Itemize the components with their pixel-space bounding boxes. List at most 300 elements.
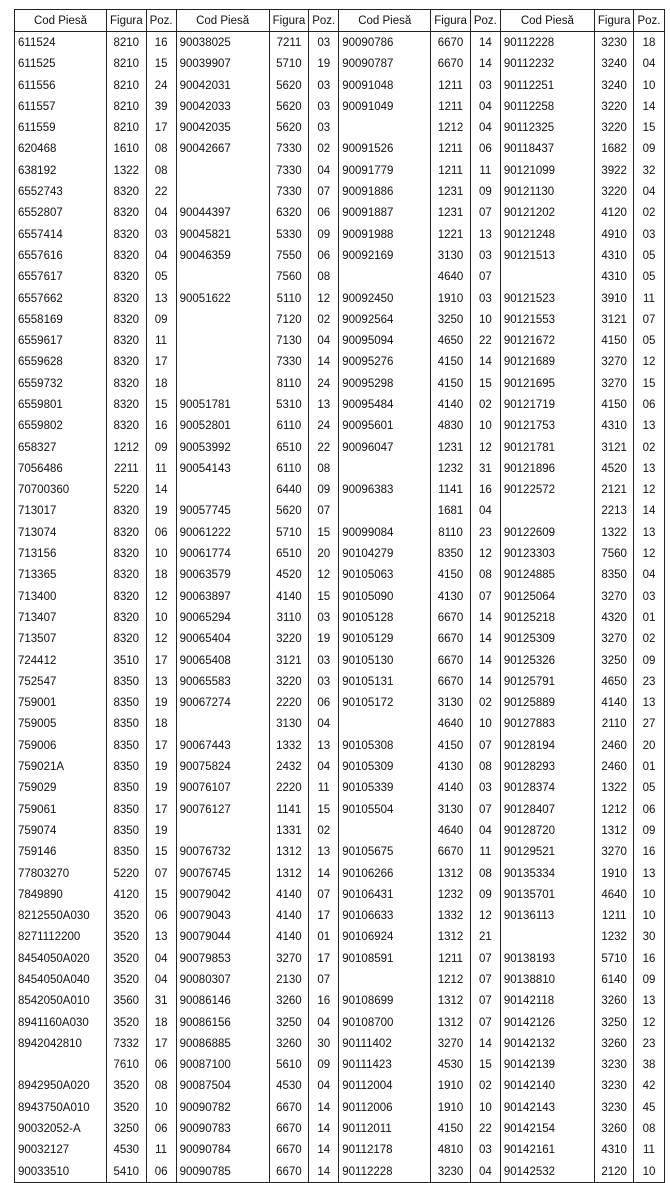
cell-figura: 4810 (431, 1140, 471, 1161)
cell-poz: 10 (470, 1097, 500, 1118)
cell-figura: 3520 (107, 1076, 147, 1097)
table-row (15, 437, 665, 458)
cell-figura: 8350 (107, 842, 147, 863)
cell-figura: 3220 (269, 629, 309, 650)
cell-figura: 2211 (107, 458, 147, 479)
cell-cod-piesa: 658327 (15, 437, 107, 458)
cell-cod-piesa: 90065583 (176, 671, 269, 692)
cell-poz: 13 (309, 842, 339, 863)
cell-figura: 8350 (107, 693, 147, 714)
cell-figura: 4120 (594, 203, 634, 224)
cell-cod-piesa: 8212550A030 (15, 905, 107, 926)
cell-figura: 4530 (107, 1140, 147, 1161)
cell-figura: 8350 (107, 671, 147, 692)
cell-figura: 8210 (107, 75, 147, 96)
cell-poz: 07 (470, 1012, 500, 1033)
cell-cod-piesa: 90052801 (176, 416, 269, 437)
cell-cod-piesa: 90090782 (176, 1097, 269, 1118)
header-poz: Poz. (146, 10, 176, 32)
cell-poz: 01 (634, 756, 664, 777)
cell-poz: 02 (634, 629, 664, 650)
cell-poz: 03 (309, 607, 339, 628)
cell-figura: 5710 (594, 948, 634, 969)
cell-figura: 4120 (107, 884, 147, 905)
cell-figura: 5620 (269, 75, 309, 96)
table-row (15, 799, 665, 820)
cell-figura: 2213 (594, 501, 634, 522)
cell-figura: 4140 (269, 927, 309, 948)
cell-figura: 1141 (431, 480, 471, 501)
cell-figura: 1212 (431, 969, 471, 990)
header-cod-piesa: Cod Piesă (176, 10, 269, 32)
cell-figura: 3260 (269, 991, 309, 1012)
cell-cod-piesa: 7056486 (15, 458, 107, 479)
cell-figura: 4530 (431, 1055, 471, 1076)
cell-cod-piesa: 90095094 (339, 330, 431, 351)
cell-figura: 3110 (269, 607, 309, 628)
header-cod-piesa: Cod Piesă (15, 10, 107, 32)
cell-cod-piesa: 90112178 (339, 1140, 431, 1161)
cell-poz: 12 (146, 586, 176, 607)
cell-figura: 4150 (431, 565, 471, 586)
cell-figura: 8350 (107, 799, 147, 820)
cell-figura: 4640 (431, 267, 471, 288)
cell-cod-piesa: 90135334 (500, 863, 594, 884)
cell-figura: 8350 (107, 714, 147, 735)
cell-figura: 4310 (594, 1140, 634, 1161)
cell-cod-piesa: 90086156 (176, 1012, 269, 1033)
cell-poz: 09 (634, 820, 664, 841)
cell-poz: 06 (470, 139, 500, 160)
cell-poz: 04 (309, 714, 339, 735)
cell-cod-piesa: 638192 (15, 160, 107, 181)
cell-poz: 09 (470, 181, 500, 202)
cell-poz: 07 (470, 203, 500, 224)
cell-poz: 38 (634, 1055, 664, 1076)
cell-poz: 02 (634, 437, 664, 458)
table-row (15, 565, 665, 586)
cell-poz: 13 (634, 863, 664, 884)
cell-figura: 5620 (269, 96, 309, 117)
cell-cod-piesa: 7849890 (15, 884, 107, 905)
cell-figura: 1322 (107, 160, 147, 181)
cell-figura: 7560 (594, 543, 634, 564)
cell-figura: 3130 (269, 714, 309, 735)
cell-cod-piesa: 90086146 (176, 991, 269, 1012)
cell-figura: 1910 (431, 1076, 471, 1097)
cell-figura: 3121 (269, 650, 309, 671)
table-row (15, 756, 665, 777)
cell-figura: 1231 (431, 437, 471, 458)
cell-cod-piesa: 90076745 (176, 863, 269, 884)
cell-figura: 4520 (269, 565, 309, 586)
cell-cod-piesa: 90090783 (176, 1118, 269, 1139)
cell-poz: 23 (634, 1033, 664, 1054)
cell-figura: 1682 (594, 139, 634, 160)
cell-poz: 11 (309, 778, 339, 799)
cell-poz: 13 (634, 416, 664, 437)
cell-cod-piesa: 8941160A030 (15, 1012, 107, 1033)
cell-figura: 4530 (269, 1076, 309, 1097)
cell-poz: 11 (146, 1140, 176, 1161)
cell-cod-piesa: 8942950A020 (15, 1076, 107, 1097)
cell-poz: 04 (309, 1012, 339, 1033)
cell-cod-piesa: 90128293 (500, 756, 594, 777)
cell-cod-piesa: 90138810 (500, 969, 594, 990)
cell-poz: 13 (146, 927, 176, 948)
cell-poz: 19 (146, 820, 176, 841)
cell-poz: 20 (309, 543, 339, 564)
cell-poz: 24 (146, 75, 176, 96)
cell-poz: 07 (470, 586, 500, 607)
cell-poz: 06 (146, 1118, 176, 1139)
cell-cod-piesa: 6552743 (15, 181, 107, 202)
cell-cod-piesa: 90051622 (176, 288, 269, 309)
cell-poz: 04 (146, 245, 176, 266)
cell-cod-piesa: 90108700 (339, 1012, 431, 1033)
cell-poz: 15 (470, 373, 500, 394)
table-row (15, 863, 665, 884)
cell-poz: 12 (634, 352, 664, 373)
cell-figura: 5710 (269, 522, 309, 543)
cell-cod-piesa: 90121202 (500, 203, 594, 224)
cell-poz: 04 (634, 181, 664, 202)
cell-figura: 4150 (594, 394, 634, 415)
cell-cod-piesa: 8943750A010 (15, 1097, 107, 1118)
cell-poz: 03 (634, 224, 664, 245)
cell-cod-piesa: 90123303 (500, 543, 594, 564)
cell-poz: 17 (309, 948, 339, 969)
cell-poz: 06 (146, 1161, 176, 1183)
cell-poz: 13 (634, 458, 664, 479)
cell-poz: 02 (309, 139, 339, 160)
cell-poz: 30 (634, 927, 664, 948)
cell-poz: 12 (634, 1012, 664, 1033)
cell-poz: 06 (146, 905, 176, 926)
cell-figura: 8210 (107, 32, 147, 54)
cell-figura: 1232 (431, 458, 471, 479)
cell-figura: 2460 (594, 756, 634, 777)
cell-figura: 1211 (431, 139, 471, 160)
cell-cod-piesa: 90051781 (176, 394, 269, 415)
cell-figura: 8320 (107, 607, 147, 628)
cell-poz: 12 (470, 905, 500, 926)
cell-cod-piesa: 611556 (15, 75, 107, 96)
cell-poz: 18 (146, 714, 176, 735)
cell-cod-piesa: 759021A (15, 756, 107, 777)
cell-cod-piesa: 90092169 (339, 245, 431, 266)
cell-cod-piesa: 90091988 (339, 224, 431, 245)
cell-cod-piesa: 6559628 (15, 352, 107, 373)
cell-cod-piesa: 713156 (15, 543, 107, 564)
cell-cod-piesa: 90079853 (176, 948, 269, 969)
cell-figura: 4520 (594, 458, 634, 479)
cell-cod-piesa (176, 330, 269, 351)
cell-poz: 03 (634, 586, 664, 607)
cell-cod-piesa: 90111402 (339, 1033, 431, 1054)
cell-cod-piesa: 90125326 (500, 650, 594, 671)
cell-figura: 3220 (594, 181, 634, 202)
cell-figura: 6140 (594, 969, 634, 990)
cell-figura: 3250 (107, 1118, 147, 1139)
cell-cod-piesa: 90105339 (339, 778, 431, 799)
cell-cod-piesa: 90124885 (500, 565, 594, 586)
cell-figura: 7560 (269, 267, 309, 288)
cell-poz: 12 (309, 288, 339, 309)
table-row (15, 969, 665, 990)
cell-figura: 4150 (594, 330, 634, 351)
cell-figura: 3250 (269, 1012, 309, 1033)
cell-figura: 1312 (594, 820, 634, 841)
cell-cod-piesa: 6557617 (15, 267, 107, 288)
cell-poz: 19 (146, 693, 176, 714)
cell-figura: 4650 (431, 330, 471, 351)
cell-cod-piesa: 90106266 (339, 863, 431, 884)
cell-cod-piesa: 90086885 (176, 1033, 269, 1054)
cell-figura: 3250 (594, 1012, 634, 1033)
cell-cod-piesa: 90096383 (339, 480, 431, 501)
cell-figura: 6440 (269, 480, 309, 501)
cell-poz: 05 (634, 330, 664, 351)
cell-poz: 12 (634, 543, 664, 564)
cell-cod-piesa: 90112232 (500, 54, 594, 75)
cell-poz: 15 (146, 394, 176, 415)
cell-figura: 3260 (594, 991, 634, 1012)
cell-cod-piesa (500, 267, 594, 288)
cell-poz: 02 (309, 309, 339, 330)
cell-figura: 4140 (594, 693, 634, 714)
table-row (15, 1033, 665, 1054)
cell-cod-piesa: 6557662 (15, 288, 107, 309)
cell-cod-piesa (500, 501, 594, 522)
cell-cod-piesa: 6559732 (15, 373, 107, 394)
cell-figura: 3270 (594, 352, 634, 373)
cell-figura: 3230 (594, 32, 634, 54)
cell-cod-piesa: 90095484 (339, 394, 431, 415)
cell-cod-piesa: 90121130 (500, 181, 594, 202)
cell-cod-piesa: 77803270 (15, 863, 107, 884)
cell-cod-piesa: 90112006 (339, 1097, 431, 1118)
cell-figura: 5710 (269, 54, 309, 75)
cell-cod-piesa: 90091887 (339, 203, 431, 224)
cell-figura: 3130 (431, 245, 471, 266)
cell-cod-piesa (176, 160, 269, 181)
cell-cod-piesa: 90063897 (176, 586, 269, 607)
cell-poz: 10 (146, 607, 176, 628)
cell-poz: 08 (146, 139, 176, 160)
cell-figura: 1211 (594, 905, 634, 926)
cell-cod-piesa: 90121672 (500, 330, 594, 351)
cell-figura: 4640 (431, 714, 471, 735)
table-row (15, 75, 665, 96)
header-figura: Figura (431, 10, 471, 32)
table-row (15, 1161, 665, 1183)
cell-poz: 07 (470, 735, 500, 756)
cell-poz: 06 (634, 394, 664, 415)
cell-poz: 07 (470, 799, 500, 820)
cell-figura: 3230 (594, 1055, 634, 1076)
cell-figura: 4310 (594, 245, 634, 266)
cell-figura: 3240 (594, 54, 634, 75)
cell-cod-piesa: 90112011 (339, 1118, 431, 1139)
cell-figura: 3510 (107, 650, 147, 671)
cell-cod-piesa: 90128374 (500, 778, 594, 799)
cell-poz: 07 (470, 267, 500, 288)
cell-figura: 1322 (594, 778, 634, 799)
cell-figura: 6670 (269, 1118, 309, 1139)
cell-poz: 22 (146, 181, 176, 202)
cell-cod-piesa: 90125218 (500, 607, 594, 628)
cell-figura: 4150 (431, 373, 471, 394)
table-row (15, 181, 665, 202)
cell-poz: 09 (309, 1055, 339, 1076)
cell-figura: 8320 (107, 309, 147, 330)
cell-poz: 08 (470, 756, 500, 777)
cell-cod-piesa: 90106633 (339, 905, 431, 926)
cell-poz: 11 (634, 288, 664, 309)
cell-poz: 03 (309, 117, 339, 138)
cell-poz: 19 (309, 54, 339, 75)
cell-cod-piesa: 6558169 (15, 309, 107, 330)
cell-poz: 08 (146, 1076, 176, 1097)
cell-cod-piesa: 90091886 (339, 181, 431, 202)
cell-cod-piesa: 713074 (15, 522, 107, 543)
cell-figura: 8320 (107, 586, 147, 607)
cell-cod-piesa: 713400 (15, 586, 107, 607)
cell-cod-piesa: 90112228 (339, 1161, 431, 1183)
cell-poz: 03 (146, 224, 176, 245)
cell-figura: 1322 (594, 522, 634, 543)
header-figura: Figura (107, 10, 147, 32)
cell-poz: 03 (309, 671, 339, 692)
cell-cod-piesa (176, 480, 269, 501)
cell-cod-piesa: 713365 (15, 565, 107, 586)
cell-cod-piesa: 90079043 (176, 905, 269, 926)
table-row (15, 267, 665, 288)
cell-cod-piesa (339, 117, 431, 138)
cell-poz: 10 (146, 1097, 176, 1118)
cell-cod-piesa: 90067443 (176, 735, 269, 756)
cell-figura: 1332 (431, 905, 471, 926)
cell-figura: 2460 (594, 735, 634, 756)
cell-figura: 8350 (107, 778, 147, 799)
cell-figura: 8320 (107, 288, 147, 309)
cell-cod-piesa: 6559802 (15, 416, 107, 437)
cell-cod-piesa: 90105129 (339, 629, 431, 650)
cell-cod-piesa: 90045821 (176, 224, 269, 245)
cell-poz: 03 (470, 245, 500, 266)
cell-poz: 08 (634, 1118, 664, 1139)
cell-cod-piesa (15, 1055, 107, 1076)
cell-figura: 6670 (431, 607, 471, 628)
cell-poz: 16 (634, 948, 664, 969)
cell-cod-piesa: 90127883 (500, 714, 594, 735)
cell-figura: 1141 (269, 799, 309, 820)
cell-figura: 8110 (431, 522, 471, 543)
cell-cod-piesa: 6557414 (15, 224, 107, 245)
cell-figura: 5220 (107, 480, 147, 501)
cell-figura: 3230 (594, 1076, 634, 1097)
cell-figura: 7610 (107, 1055, 147, 1076)
cell-figura: 1610 (107, 139, 147, 160)
cell-figura: 8320 (107, 629, 147, 650)
cell-cod-piesa (176, 309, 269, 330)
cell-cod-piesa: 90042035 (176, 117, 269, 138)
cell-figura: 4640 (431, 820, 471, 841)
cell-poz: 16 (309, 991, 339, 1012)
cell-figura: 3130 (431, 693, 471, 714)
cell-poz: 31 (470, 458, 500, 479)
table-row (15, 394, 665, 415)
cell-cod-piesa: 90105090 (339, 586, 431, 607)
cell-figura: 3260 (269, 1033, 309, 1054)
cell-poz: 21 (470, 927, 500, 948)
cell-figura: 4140 (269, 905, 309, 926)
table-row (15, 1118, 665, 1139)
cell-cod-piesa: 90065294 (176, 607, 269, 628)
cell-figura: 3560 (107, 991, 147, 1012)
cell-poz: 14 (309, 1140, 339, 1161)
cell-poz: 19 (146, 756, 176, 777)
cell-cod-piesa: 620468 (15, 139, 107, 160)
table-row (15, 1076, 665, 1097)
cell-figura: 1231 (431, 181, 471, 202)
cell-figura: 4140 (431, 394, 471, 415)
cell-figura: 3130 (431, 799, 471, 820)
cell-poz: 19 (309, 629, 339, 650)
cell-poz: 05 (634, 267, 664, 288)
cell-cod-piesa: 90065408 (176, 650, 269, 671)
cell-cod-piesa: 90032127 (15, 1140, 107, 1161)
cell-poz: 19 (146, 501, 176, 522)
cell-cod-piesa: 90128720 (500, 820, 594, 841)
cell-figura: 1212 (107, 437, 147, 458)
cell-cod-piesa: 90125791 (500, 671, 594, 692)
cell-figura: 6670 (431, 54, 471, 75)
cell-poz: 03 (309, 32, 339, 54)
cell-poz: 22 (470, 330, 500, 351)
cell-poz: 08 (309, 458, 339, 479)
cell-poz: 10 (470, 416, 500, 437)
cell-cod-piesa: 90112258 (500, 96, 594, 117)
cell-poz: 14 (470, 32, 500, 54)
cell-figura: 5310 (269, 394, 309, 415)
cell-cod-piesa: 90065404 (176, 629, 269, 650)
cell-poz: 05 (146, 267, 176, 288)
cell-cod-piesa: 90138193 (500, 948, 594, 969)
cell-figura: 1232 (594, 927, 634, 948)
cell-poz: 03 (470, 288, 500, 309)
cell-poz: 12 (470, 543, 500, 564)
header-figura: Figura (594, 10, 634, 32)
cell-poz: 31 (146, 991, 176, 1012)
cell-figura: 2220 (269, 778, 309, 799)
cell-poz: 04 (470, 501, 500, 522)
cell-cod-piesa: 90142118 (500, 991, 594, 1012)
cell-figura: 3270 (431, 1033, 471, 1054)
cell-poz: 12 (470, 437, 500, 458)
cell-poz: 14 (309, 1118, 339, 1139)
cell-cod-piesa: 8542050A010 (15, 991, 107, 1012)
table-row (15, 203, 665, 224)
table-row (15, 1055, 665, 1076)
table-row (15, 1140, 665, 1161)
cell-poz: 30 (309, 1033, 339, 1054)
cell-poz: 05 (634, 778, 664, 799)
cell-cod-piesa: 90112004 (339, 1076, 431, 1097)
cell-cod-piesa: 90128194 (500, 735, 594, 756)
cell-figura: 3922 (594, 160, 634, 181)
